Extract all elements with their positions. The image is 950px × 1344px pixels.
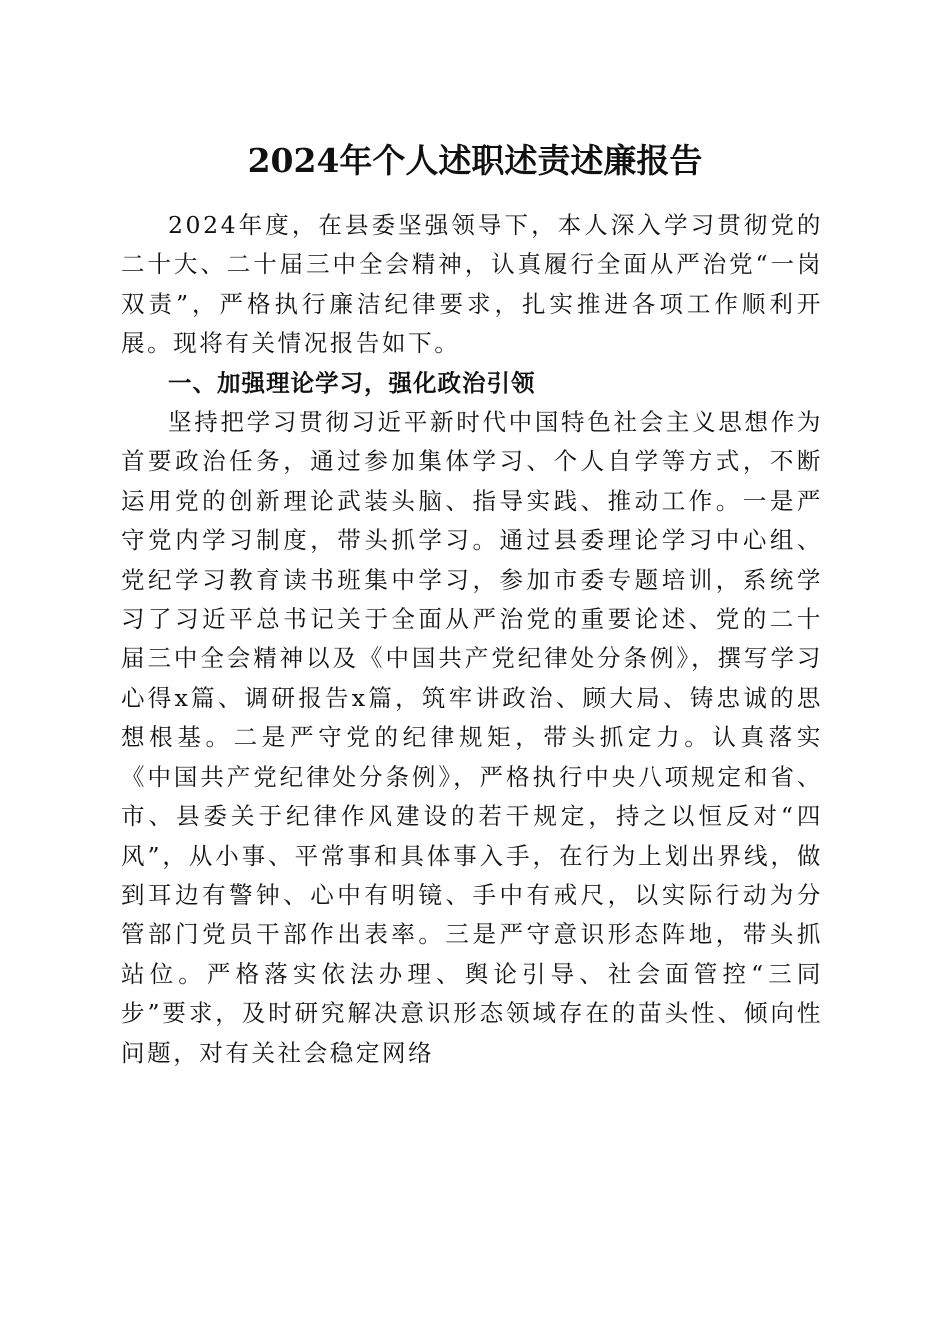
body-paragraph: 坚持把学习贯彻习近平新时代中国特色社会主义思想作为首要政治任务，通过参加集体学习、个人自学等方式，不断运用党的创新理论武装头脑、指导实践、推动工作。一是严守党内学习制度，带头抓学习。通过县委理论学习中心组、党纪学习教育读书班集中学习，参加市委专题培训，系统学习了习近平总书记关于全面从严治党的重要论述、党的二十届三中全会精神以及《中国共产党纪律处分条例》，撰写学习心得x篇、调研报告x篇，筑牢讲政治、顾大局、铸忠诚的思想根基。二是严守党的纪律规矩，带头抓定力。认真落实《中国共产党纪律处分条例》，严格执行中央八项规定和省、市、县委关于纪律作风建设的若干规定，持之以恒反对“四风”，从小事、平常事和具体事入手，在行为上划出界线，做到耳边有警钟、心中有明镜、手中有戒尺，以实际行动为分管部门党员干部作出表率。三是严守意识形态阵地，带头抓站位。严格落实依法办理、舆论引导、社会面管控“三同步”要求，及时研究解决意识形态领域存在的苗头性、倾向性问题，对有关社会稳定网络 [121, 408, 823, 1067]
section-heading: 一、加强理论学习，强化政治引领 [168, 368, 536, 397]
document-body [121, 206, 823, 1073]
document-title: 2024年个人述职述责述廉报告 [247, 141, 703, 180]
intro-paragraph: 2024年度，在县委坚强领导下，本人深入学习贯彻党的二十大、二十届三中全会精神，认真履行全面从严治党“一岗双责”，严格执行廉洁纪律要求，扎实推进各项工作顺利开展。现将有关情况报告如下。 [121, 211, 823, 358]
